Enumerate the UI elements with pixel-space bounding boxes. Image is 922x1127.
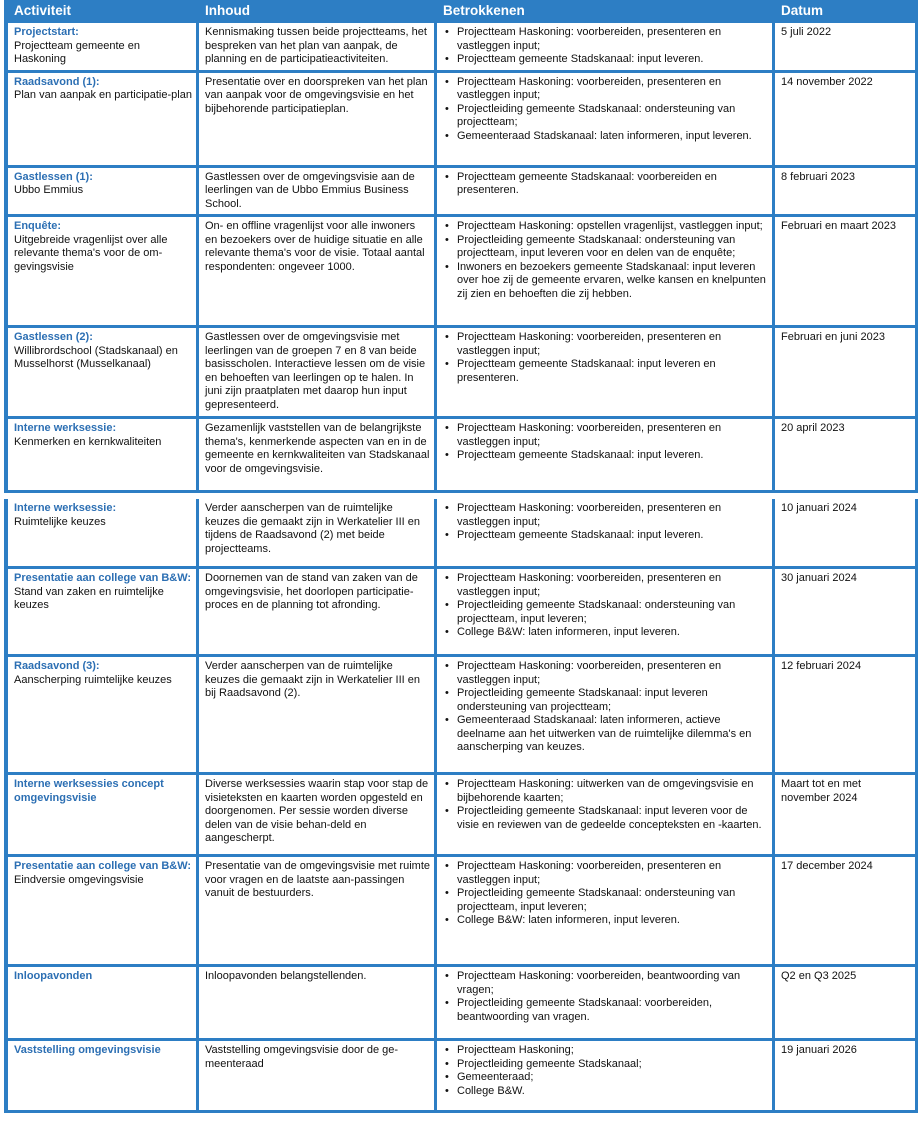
cell-activiteit <box>8 857 196 967</box>
cell-inhoud: Kennismaking tussen beide projectteams, het bespreken van het plan van aanpak, de planning en de participatieactiviteiten. <box>199 23 434 73</box>
betrokkenen-list <box>443 220 768 301</box>
activity-title: Vaststelling omgevingsvisie <box>14 1044 161 1056</box>
list-item: • Projectteam Haskoning: voorbereiden, beantwoording van vragen; <box>457 970 768 997</box>
betrokkenen-list <box>443 502 768 543</box>
activity-subtitle: Eindversie omgevingsvisie <box>14 873 144 886</box>
activity-subtitle: Willibrordschool (Stadskanaal) en Musselhorst (Musselkanaal) <box>14 344 178 370</box>
cell-inhoud: Verder aanscherpen van de ruimtelijke keuzes die gemaakt zijn in Werkatelier III en tijdens de Raadsavond (2) met beide projectteams. <box>199 499 434 569</box>
cell-betrokkenen <box>437 657 772 775</box>
cell-activiteit <box>8 569 196 657</box>
list-item: • Projectteam Haskoning: voorbereiden, presenteren en vastleggen input; <box>457 76 768 103</box>
cell-activiteit <box>8 328 196 419</box>
cell-inhoud: Gezamenlijk vaststellen van de belangrijkste thema's, kenmerkende aspecten van en in de gemeente en kernkwaliteiten van Stadskanaal voor de omgevingsvisie. <box>199 419 434 493</box>
betrokkenen-list <box>443 778 768 832</box>
list-item: • Projectteam gemeente Stadskanaal: voorbereiden en presenteren. <box>457 171 768 198</box>
cell-betrokkenen <box>437 73 772 168</box>
activity-title: Presentatie aan college van B&W: <box>14 860 192 872</box>
cell-datum: Februari en juni 2023 <box>775 328 915 419</box>
activity-title: Enquête: <box>14 220 62 232</box>
list-item: • Projectteam gemeente Stadskanaal: input leveren. <box>457 529 768 543</box>
cell-datum: 30 januari 2024 <box>775 569 915 657</box>
list-item: • Projectleiding gemeente Stadskanaal; <box>457 1058 768 1072</box>
activity-title: Raadsavond (3): <box>14 660 100 672</box>
activity-table-part-1 <box>4 0 918 493</box>
header-inhoud: Inhoud <box>199 0 434 23</box>
cell-betrokkenen <box>437 328 772 419</box>
list-item: • Projectteam Haskoning: voorbereiden, presenteren en vastleggen input; <box>457 572 768 599</box>
activity-title: Interne werksessie: <box>14 422 117 434</box>
activity-title: Interne werksessies concept omgevingsvisie <box>14 778 164 804</box>
betrokkenen-list <box>443 1044 768 1098</box>
list-item: • Projectteam gemeente Stadskanaal: input leveren en presenteren. <box>457 358 768 385</box>
cell-betrokkenen <box>437 499 772 569</box>
list-item: • Projectleiding gemeente Stadskanaal: ondersteuning van projectteam; <box>457 103 768 130</box>
table-row <box>4 499 918 569</box>
table-row <box>4 73 918 168</box>
activity-title: Inloopavonden <box>14 970 93 982</box>
cell-datum: 20 april 2023 <box>775 419 915 493</box>
list-item: • Projectteam gemeente Stadskanaal: input leveren. <box>457 449 768 463</box>
cell-activiteit <box>8 775 196 857</box>
cell-inhoud: Inloopavonden belangstellenden. <box>199 967 434 1041</box>
cell-inhoud: Gastlessen over de omgevingsvisie aan de leerlingen van de Ubbo Emmius Business School. <box>199 168 434 218</box>
table-row <box>4 857 918 967</box>
list-item: • Projectleiding gemeente Stadskanaal: input leveren ondersteuning van projectteam; <box>457 687 768 714</box>
table-row <box>4 419 918 493</box>
activity-title: Interne werksessie: <box>14 502 117 514</box>
betrokkenen-list <box>443 422 768 463</box>
cell-inhoud: Presentatie over en doorspreken van het plan van aanpak voor de omgevingsvisie en het bijbehorende participatieplan. <box>199 73 434 168</box>
table-row <box>4 217 918 328</box>
betrokkenen-list <box>443 26 768 67</box>
cell-betrokkenen <box>437 419 772 493</box>
list-item: • Projectteam Haskoning: voorbereiden, presenteren en vastleggen input; <box>457 422 768 449</box>
list-item: • Projectleiding gemeente Stadskanaal: voorbereiden, beantwoording van vragen. <box>457 997 768 1024</box>
list-item: • Projectteam Haskoning: voorbereiden, presenteren en vastleggen input; <box>457 26 768 53</box>
betrokkenen-list <box>443 331 768 385</box>
list-item: • Projectleiding gemeente Stadskanaal: ondersteuning van projectteam, input leveren; <box>457 887 768 914</box>
cell-inhoud: Doornemen van de stand van zaken van de omgevingsvisie, het doorlopen participatie-proces en de planning tot afronding. <box>199 569 434 657</box>
list-item: • Projectteam Haskoning: voorbereiden, presenteren en vastleggen input; <box>457 860 768 887</box>
cell-betrokkenen <box>437 967 772 1041</box>
cell-betrokkenen <box>437 217 772 328</box>
betrokkenen-list <box>443 860 768 928</box>
cell-datum: 12 februari 2024 <box>775 657 915 775</box>
list-item: • Projectteam Haskoning: voorbereiden, presenteren en vastleggen input; <box>457 331 768 358</box>
cell-activiteit <box>8 419 196 493</box>
cell-datum: Februari en maart 2023 <box>775 217 915 328</box>
cell-datum: 10 januari 2024 <box>775 499 915 569</box>
list-item: • Projectteam Haskoning: opstellen vragenlijst, vastleggen input; <box>457 220 768 234</box>
table-row <box>4 657 918 775</box>
cell-activiteit <box>8 657 196 775</box>
activity-title: Gastlessen (2): <box>14 331 93 343</box>
list-item: • Gemeenteraad Stadskanaal: laten informeren, input leveren. <box>457 130 768 144</box>
cell-activiteit <box>8 1041 196 1113</box>
activity-subtitle: Aanscherping ruimtelijke keuzes <box>14 673 172 686</box>
list-item: • Projectleiding gemeente Stadskanaal: ondersteuning van projectteam, input leveren voor en delen van de enquête; <box>457 234 768 261</box>
betrokkenen-list <box>443 970 768 1024</box>
list-item: • Projectteam Haskoning: voorbereiden, presenteren en vastleggen input; <box>457 502 768 529</box>
cell-inhoud: Presentatie van de omgevingsvisie met ruimte voor vragen en de laatste aan-passingen vanuit de bestuurders. <box>199 857 434 967</box>
list-item: • Gemeenteraad Stadskanaal: laten informeren, actieve deelname aan het uitwerken van de ruimtelijke dilemma's en aanscherping van keuzes. <box>457 714 768 755</box>
activity-title: Gastlessen (1): <box>14 170 93 183</box>
betrokkenen-list <box>443 572 768 640</box>
list-item: • Projectleiding gemeente Stadskanaal: input leveren voor de visie en reviewen van de gedeelde concepteksten en -kaarten. <box>457 805 768 832</box>
list-item: • College B&W: laten informeren, input leveren. <box>457 914 768 928</box>
list-item: • College B&W: laten informeren, input leveren. <box>457 626 768 640</box>
cell-datum: 19 januari 2026 <box>775 1041 915 1113</box>
cell-inhoud: Gastlessen over de omgevingsvisie met leerlingen van de groepen 7 en 8 van beide basisscholen. Interactieve lessen om de visie en behoeften van leerlingen op te halen. In juni zijn praatplaten met daarop hun input gepresenteerd. <box>199 328 434 419</box>
list-item: • Inwoners en bezoekers gemeente Stadskanaal: input leveren over hoe zij de gemeente ervaren, welke kansen en knelpunten zij zien en behoeften die zij hebben. <box>457 261 768 302</box>
cell-activiteit <box>8 73 196 168</box>
activity-subtitle: Plan van aanpak en participatie-plan <box>14 89 192 101</box>
cell-activiteit <box>8 217 196 328</box>
cell-inhoud: Vaststelling omgevingsvisie door de ge-meenteraad <box>199 1041 434 1113</box>
activity-subtitle: Ubbo Emmius <box>14 184 84 196</box>
betrokkenen-list <box>443 171 768 198</box>
list-item: • Projectleiding gemeente Stadskanaal: ondersteuning van projectteam, input leveren; <box>457 599 768 626</box>
list-item: • Gemeenteraad; <box>457 1071 768 1085</box>
cell-activiteit <box>8 967 196 1041</box>
activity-title: Raadsavond (1): <box>14 75 100 88</box>
table-row <box>4 569 918 657</box>
table-row <box>4 967 918 1041</box>
table-row <box>4 328 918 419</box>
cell-betrokkenen <box>437 569 772 657</box>
cell-betrokkenen <box>437 168 772 218</box>
list-item: • Projectteam Haskoning: voorbereiden, presenteren en vastleggen input; <box>457 660 768 687</box>
cell-activiteit <box>8 168 196 218</box>
table-row <box>4 1041 918 1113</box>
table-header-row <box>4 0 918 23</box>
activity-title: Projectstart: <box>14 26 79 38</box>
cell-datum: 14 november 2022 <box>775 73 915 168</box>
betrokkenen-list <box>443 660 768 755</box>
header-betrokkenen: Betrokkenen <box>437 0 772 23</box>
cell-betrokkenen <box>437 857 772 967</box>
cell-activiteit <box>8 499 196 569</box>
cell-datum: Maart tot en met november 2024 <box>775 775 915 857</box>
list-item: • Projectteam Haskoning; <box>457 1044 768 1058</box>
list-item: • College B&W. <box>457 1085 768 1099</box>
list-item: • Projectteam gemeente Stadskanaal: input leveren. <box>457 53 768 67</box>
activity-table-part-2 <box>4 499 918 1113</box>
cell-betrokkenen <box>437 1041 772 1113</box>
cell-inhoud: On- en offline vragenlijst voor alle inwoners en bezoekers over de huidige situatie en alle relevante thema's voor de visie. Totaal aantal respondenten: ongeveer 1000. <box>199 217 434 328</box>
table-row <box>4 23 918 73</box>
header-datum: Datum <box>775 0 915 23</box>
activity-subtitle: Uitgebreide vragenlijst over alle relevante thema's voor de om-gevingsvisie <box>14 233 168 273</box>
list-item: • Projectteam Haskoning: uitwerken van de omgevingsvisie en bijbehorende kaarten; <box>457 778 768 805</box>
activity-subtitle: Projectteam gemeente en Haskoning <box>14 39 140 65</box>
activity-subtitle: Ruimtelijke keuzes <box>14 515 106 528</box>
table-row <box>4 775 918 857</box>
cell-betrokkenen <box>437 775 772 857</box>
cell-datum: 5 juli 2022 <box>775 23 915 73</box>
activity-title: Presentatie aan college van B&W: <box>14 572 192 584</box>
header-activiteit: Activiteit <box>8 0 196 23</box>
cell-activiteit <box>8 23 196 73</box>
activity-subtitle: Kenmerken en kernkwaliteiten <box>14 435 162 448</box>
cell-datum: 8 februari 2023 <box>775 168 915 218</box>
cell-inhoud: Diverse werksessies waarin stap voor stap de visieteksten en kaarten worden opgesteld en doorgenomen. Per sessie worden diverse delen van de visie behan-deld en aangescherpt. <box>199 775 434 857</box>
cell-betrokkenen <box>437 23 772 73</box>
table-row <box>4 168 918 218</box>
cell-datum: 17 december 2024 <box>775 857 915 967</box>
cell-inhoud: Verder aanscherpen van de ruimtelijke keuzes die gemaakt zijn in Werkatelier III en bij Raadsavond (2). <box>199 657 434 775</box>
cell-datum: Q2 en Q3 2025 <box>775 967 915 1041</box>
activity-subtitle: Stand van zaken en ruimtelijke keuzes <box>14 585 164 611</box>
betrokkenen-list <box>443 76 768 144</box>
